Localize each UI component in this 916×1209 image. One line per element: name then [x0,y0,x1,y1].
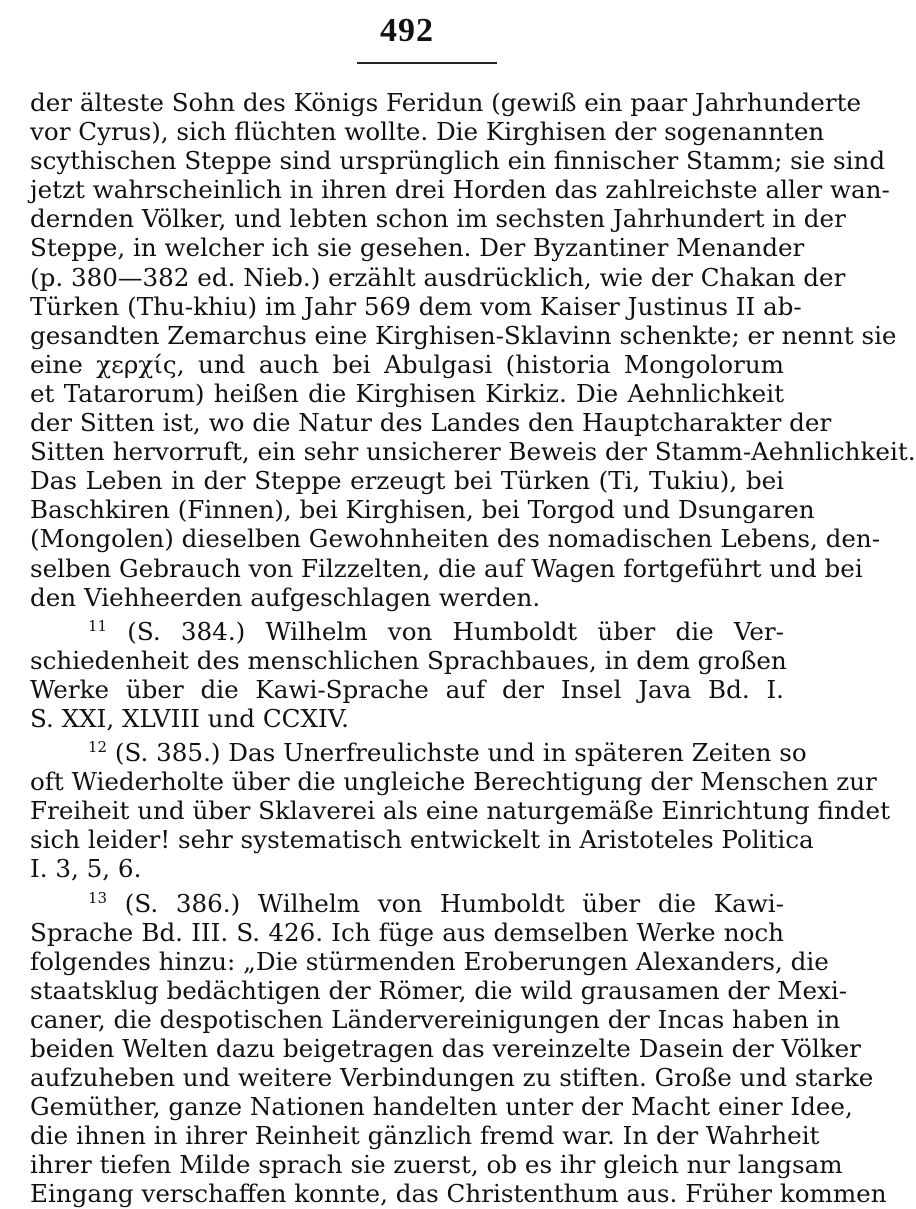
text-line: beiden Welten dazu beigetragen das vereinzelte Dasein der Völker [30,1034,861,1063]
text-line: vor Cyrus), sich flüchten wollte. Die Kirghisen der sogenannten [30,117,825,147]
text-line: Freiheit und über Sklaverei als eine naturgemäße Einrichtung findet [30,796,890,826]
text-line: ihrer tiefen Milde sprach sie zuerst, ob es ihr gleich nur langsam [30,1150,843,1180]
text-line: oft Wiederholte über die ungleiche Berechtigung der Menschen zur [30,767,877,797]
text-line: (Mongolen) dieselben Gewohnheiten des nomadischen Lebens, den- [30,524,881,554]
footnote-number: 12 [88,738,108,757]
text-line: Türken (Thu-khiu) im Jahr 569 dem vom Kaiser Justinus II ab- [30,291,802,321]
body-text [30,88,916,1209]
footnote-number: 11 [88,616,108,635]
text-line: et Tatarorum) heißen die Kirghisen Kirkiz. Die Aehnlichkeit [30,378,784,408]
footnote-11-first-line [30,612,784,646]
text-line: Eingang verschaffen konnte, das Christenthum aus. Früher kommen [30,1179,887,1209]
text-line: Werke über die Kawi-Sprache auf der Insel Java Bd. I. [30,674,784,704]
text-line: S. XXI, XLVIII und CCXIV. [30,703,349,733]
text-line: eine χερχίς, und auch bei Abulgasi (historia Mongolorum [30,349,784,379]
text-line: Gemüther, ganze Nationen handelten unter der Macht einer Idee, [30,1092,853,1122]
footnote-text: (S. 384.) Wilhelm von Humboldt über die Ver- [127,616,784,646]
footnote-12-first-line [30,733,807,768]
text-line: der Sitten ist, wo die Natur des Landes den Hauptcharakter der [30,408,832,438]
text-line: den Viehheerden aufgeschlagen werden. [30,582,541,612]
footnote-text: (S. 386.) Wilhelm von Humboldt über die Kawi- [124,888,784,918]
text-line: die ihnen in ihrer Reinheit gänzlich fremd war. In der Wahrheit [30,1121,820,1151]
footnote-text: (S. 385.) Das Unerfreulichste und in späteren Zeiten so [114,738,807,768]
text-line: scythischen Steppe sind ursprünglich ein finnischer Stamm; sie sind [30,146,886,176]
page-number: 492 [380,12,434,49]
text-line: der älteste Sohn des Königs Feridun (gewiß ein paar Jahrhunderte [30,88,862,117]
footnote-number: 13 [88,888,108,907]
text-line: aufzuheben und weitere Verbindungen zu stiften. Große und starke [30,1063,874,1093]
text-line: (p. 380—382 ed. Nieb.) erzählt ausdrücklich, wie der Chakan der [30,262,846,292]
header-rule [357,62,497,64]
text-line: Sitten hervorruft, ein sehr unsicherer Beweis der Stamm-Aehnlichkeit. [30,437,916,467]
text-line: I. 3, 5, 6. [30,854,142,884]
footnote-13-first-line [30,884,784,918]
text-line: dernden Völker, und lebten schon im sechsten Jahrhundert in der [30,204,846,234]
text-line: staatsklug bedächtigen der Römer, die wild grausamen der Mexi- [30,975,848,1005]
text-line: gesandten Zemarchus eine Kirghisen-Sklavinn schenkte; er nennt sie [30,320,897,350]
text-line: Baschkiren (Finnen), bei Kirghisen, bei Torgod und Dsungaren [30,495,815,525]
text-line: folgendes hinzu: „Die stürmenden Eroberungen Alexanders, die [30,946,829,976]
text-line: Das Leben in der Steppe erzeugt bei Türken (Ti, Tukiu), bei [30,466,784,496]
text-line: selben Gebrauch von Filzzelten, die auf Wagen fortgeführt und bei [30,553,863,583]
text-line: schiedenheit des menschlichen Sprachbaues, in dem großen [30,645,787,675]
text-line: jetzt wahrscheinlich in ihren drei Horden das zahlreichste aller wan- [30,175,890,205]
text-line: Sprache Bd. III. S. 426. Ich füge aus demselben Werke noch [30,917,784,947]
text-line: sich leider! sehr systematisch entwickelt in Aristoteles Politica [30,825,814,855]
text-line: caner, die despotischen Ländervereinigungen der Incas haben in [30,1004,841,1034]
text-line: Steppe, in welcher ich sie gesehen. Der Byzantiner Menander [30,233,805,263]
